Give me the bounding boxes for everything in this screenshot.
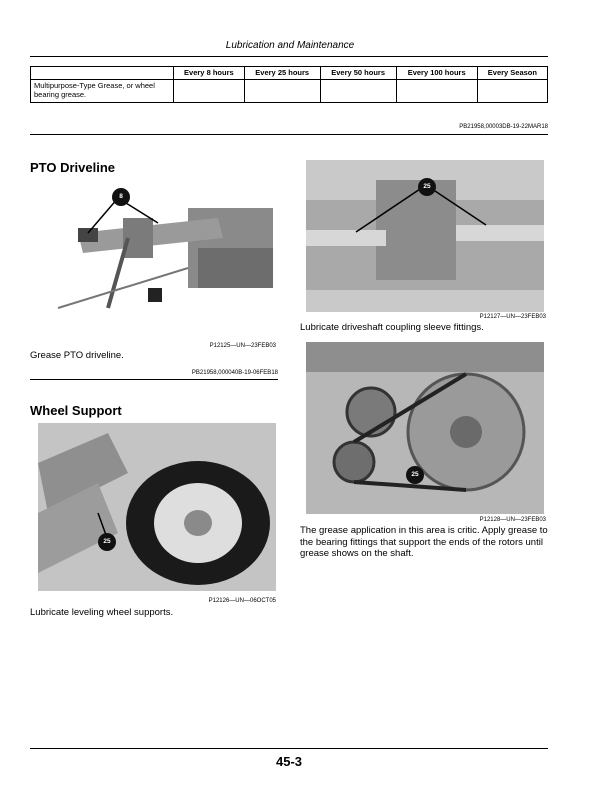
rotor-figure-id: P12128—UN—23FEB03 [479, 517, 546, 523]
rotor-bearing-photo [306, 342, 544, 514]
pto-section-title: PTO Driveline [30, 160, 116, 175]
table-header-cell: Every 50 hours [320, 67, 396, 80]
grease-interval-icon: 8 [112, 188, 130, 206]
table-cell [320, 80, 396, 103]
wheel-support-photo [38, 423, 276, 591]
grease-interval-icon: 25 [406, 466, 424, 484]
wheel-figure-id: P12126—UN—06OCT05 [208, 598, 276, 604]
lubrication-interval-table [30, 66, 548, 103]
footer-rule [30, 748, 548, 749]
coupling-figure-id: P12127—UN—23FEB03 [479, 314, 546, 320]
driveshaft-coupling-photo [306, 160, 544, 312]
table-cell: Multipurpose-Type Grease, or wheel bearing grease. [31, 80, 174, 103]
table-header-cell: Every 25 hours [244, 67, 320, 80]
table-header-cell: Every 100 hours [396, 67, 477, 80]
table-cell [396, 80, 477, 103]
table-cell [477, 80, 547, 103]
table-header-cell: Every 8 hours [174, 67, 245, 80]
grease-interval-icon: 25 [98, 533, 116, 551]
wheel-caption: Lubricate leveling wheel supports. [30, 607, 174, 618]
coupling-caption: Lubricate driveshaft coupling sleeve fittings. [300, 322, 484, 333]
pto-figure-id: P12125—UN—23FEB03 [209, 343, 276, 349]
running-header: Lubrication and Maintenance [225, 40, 355, 51]
table-header-row [31, 67, 548, 80]
table-header-cell: Every Season [477, 67, 547, 80]
pto-caption: Grease PTO driveline. [30, 350, 124, 361]
section-divider [30, 379, 278, 380]
header-rule [30, 56, 548, 57]
grease-interval-icon: 25 [418, 178, 436, 196]
table-row [31, 80, 548, 103]
wheel-section-title: Wheel Support [30, 403, 122, 418]
rotor-caption: The grease application in this area is critic. Apply grease to the bearing fittings that support the ends of the rotors until grease shows on the shaft. [300, 525, 548, 559]
table-header-cell [31, 67, 174, 80]
table-cell [244, 80, 320, 103]
section-divider [30, 134, 548, 135]
page-number: 45-3 [275, 754, 303, 769]
table-cell [174, 80, 245, 103]
pto-driveline-photo [38, 178, 278, 338]
table-reference-code: PB21958,00003DB-19-22MAR18 [459, 124, 548, 130]
pto-reference-code: PB21958,000040B-19-06FEB18 [191, 370, 278, 376]
